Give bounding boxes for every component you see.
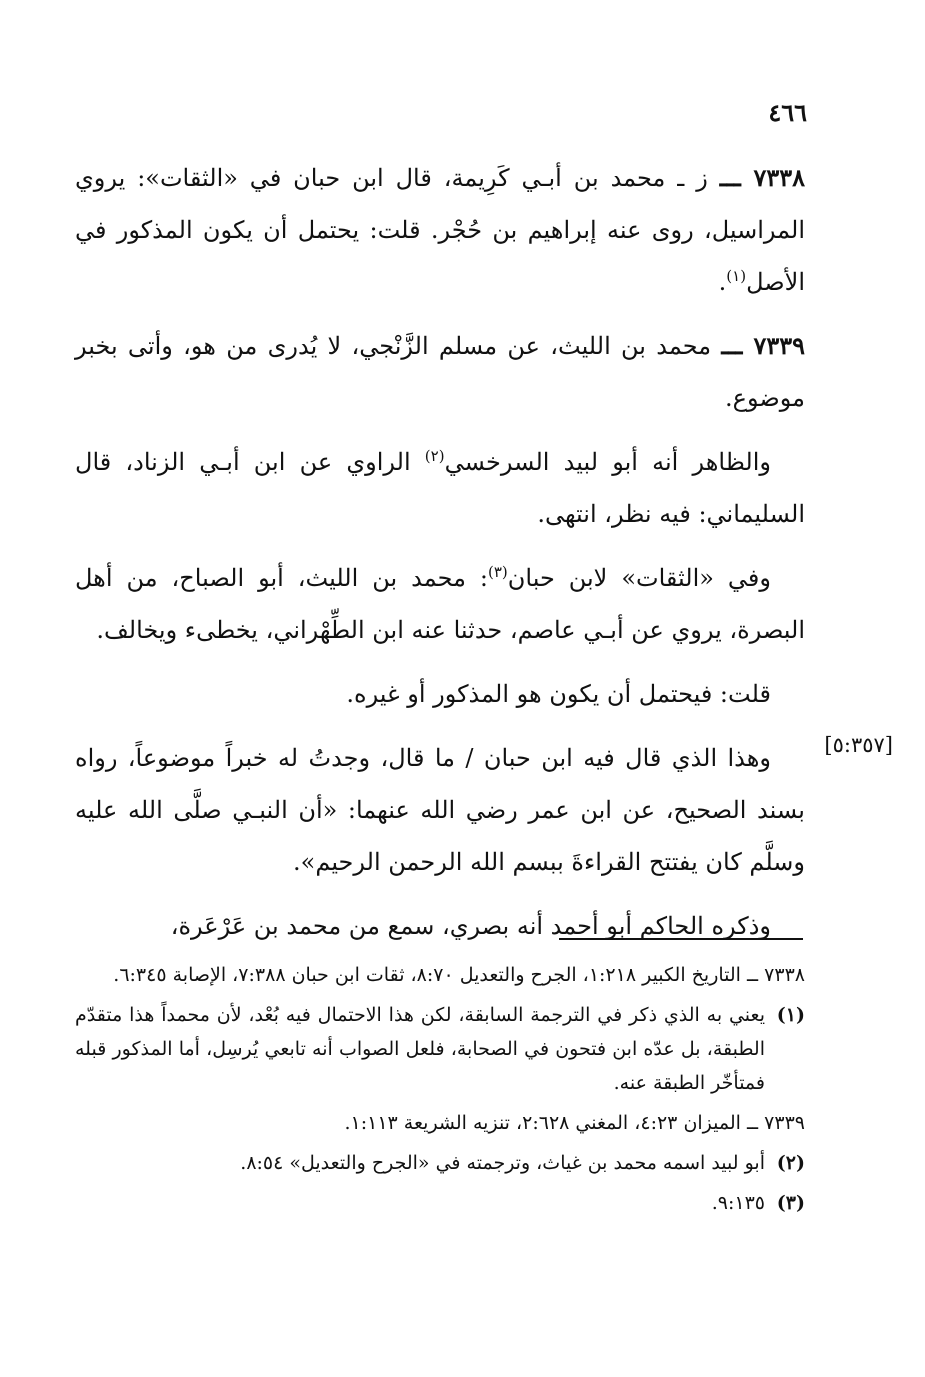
paragraph <box>75 668 805 720</box>
main-text <box>75 152 805 964</box>
paragraph <box>75 436 805 540</box>
paragraph-entry-7339 <box>75 320 805 424</box>
paragraph <box>75 732 805 888</box>
footnote-ref[interactable]: (٣) <box>487 563 508 581</box>
footnote-marker: (١) <box>776 1004 805 1026</box>
paragraph <box>75 900 805 952</box>
footnote-ref[interactable]: (١) <box>726 267 747 285</box>
footnote-3 <box>75 1186 805 1220</box>
paragraph-text: ز ـ محمد بن أبـي كَرِيمة، قال ابن حبان في «الثقات»: يروي المراسيل، روى عنه إبراهيم بن حُجْر. قلت: يحتمل أن يكون المذكور في الأصل <box>75 164 805 296</box>
paragraph-text: محمد بن الليث، عن مسلم الزَّنْجي، لا يُدرى من هو، وأتى بخبر موضوع. <box>75 332 805 412</box>
margin-reference: [٥:٣٥٧] <box>824 733 893 757</box>
footnote-text: ٩:١٣٥. <box>711 1192 765 1214</box>
paragraph-text: والظاهر أنه أبو لبيد السرخسي <box>444 448 771 476</box>
footnote-ref[interactable]: (٢) <box>424 447 445 465</box>
footnote-marker: (٢) <box>776 1152 805 1174</box>
paragraph-tail: . <box>718 268 727 296</box>
paragraph <box>75 552 805 656</box>
paragraph-tail: الراوي عن ابن أبـي الزناد، قال السليماني: فيه نظر، انتهى. <box>75 448 805 528</box>
footnote-1 <box>75 998 805 1100</box>
paragraph-text: وهذا الذي قال فيه ابن حبان / ما قال، وجدتُ له خبراً موضوعاً، رواه بسند الصحيح، عن ابن عمر رضي الله عنهما: «أن النبـي صلَّى الله عليه وسلَّم كان يفتتح القراءةَ ببسم الله الرحمن الرحيم». <box>75 744 805 876</box>
footnote-divider <box>559 938 803 940</box>
footnote-2 <box>75 1146 805 1180</box>
entry-number: ٧٣٣٨ ـــ <box>719 163 805 192</box>
paragraph-tail: : محمد بن الليث، أبو الصباح، من أهل البصرة، يروي عن أبـي عاصم، حدثنا عنه ابن الطِّهْراني، يخطىء ويخالف. <box>75 564 805 644</box>
paragraph-text: قلت: فيحتمل أن يكون هو المذكور أو غيره. <box>346 680 771 708</box>
footnote-source-7339: ٧٣٣٩ ــ الميزان ٤:٢٣، المغني ٢:٦٢٨، تنزيه الشريعة ١:١١٣. <box>344 1112 805 1134</box>
paragraph-text: وذكره الحاكم أبو أحمد أنه بصري، سمع من محمد بن عَرْعَرة، <box>170 912 771 940</box>
page-number: ٤٦٦ <box>768 98 807 127</box>
paragraph-text: وفي «الثقات» لابن حبان <box>507 564 771 592</box>
footnote-text: يعني به الذي ذكر في الترجمة السابقة، لكن هذا الاحتمال فيه بُعْد، لأن محمداً هذا متقدّم الطبقة، بل عدّه ابن فتحون في الصحابة، فلعل الصواب أنه تابعي يُرسِل، أما المذكور قبله فمتأخّر الطبقة عنه. <box>75 1004 765 1094</box>
footnote-source-7338: ٧٣٣٨ ــ التاريخ الكبير ١:٢١٨، الجرح والتعديل ٨:٧٠، ثقات ابن حبان ٧:٣٨٨، الإصابة ٦:٣٤٥. <box>113 964 805 986</box>
footnote-text: أبو لبيد اسمه محمد بن غياث، وترجمته في «الجرح والتعديل» ٨:٥٤. <box>240 1152 765 1174</box>
paragraph-entry-7338 <box>75 152 805 308</box>
footnotes <box>75 958 805 1226</box>
footnote-marker: (٣) <box>776 1192 805 1214</box>
entry-number: ٧٣٣٩ ـــ <box>721 331 806 360</box>
